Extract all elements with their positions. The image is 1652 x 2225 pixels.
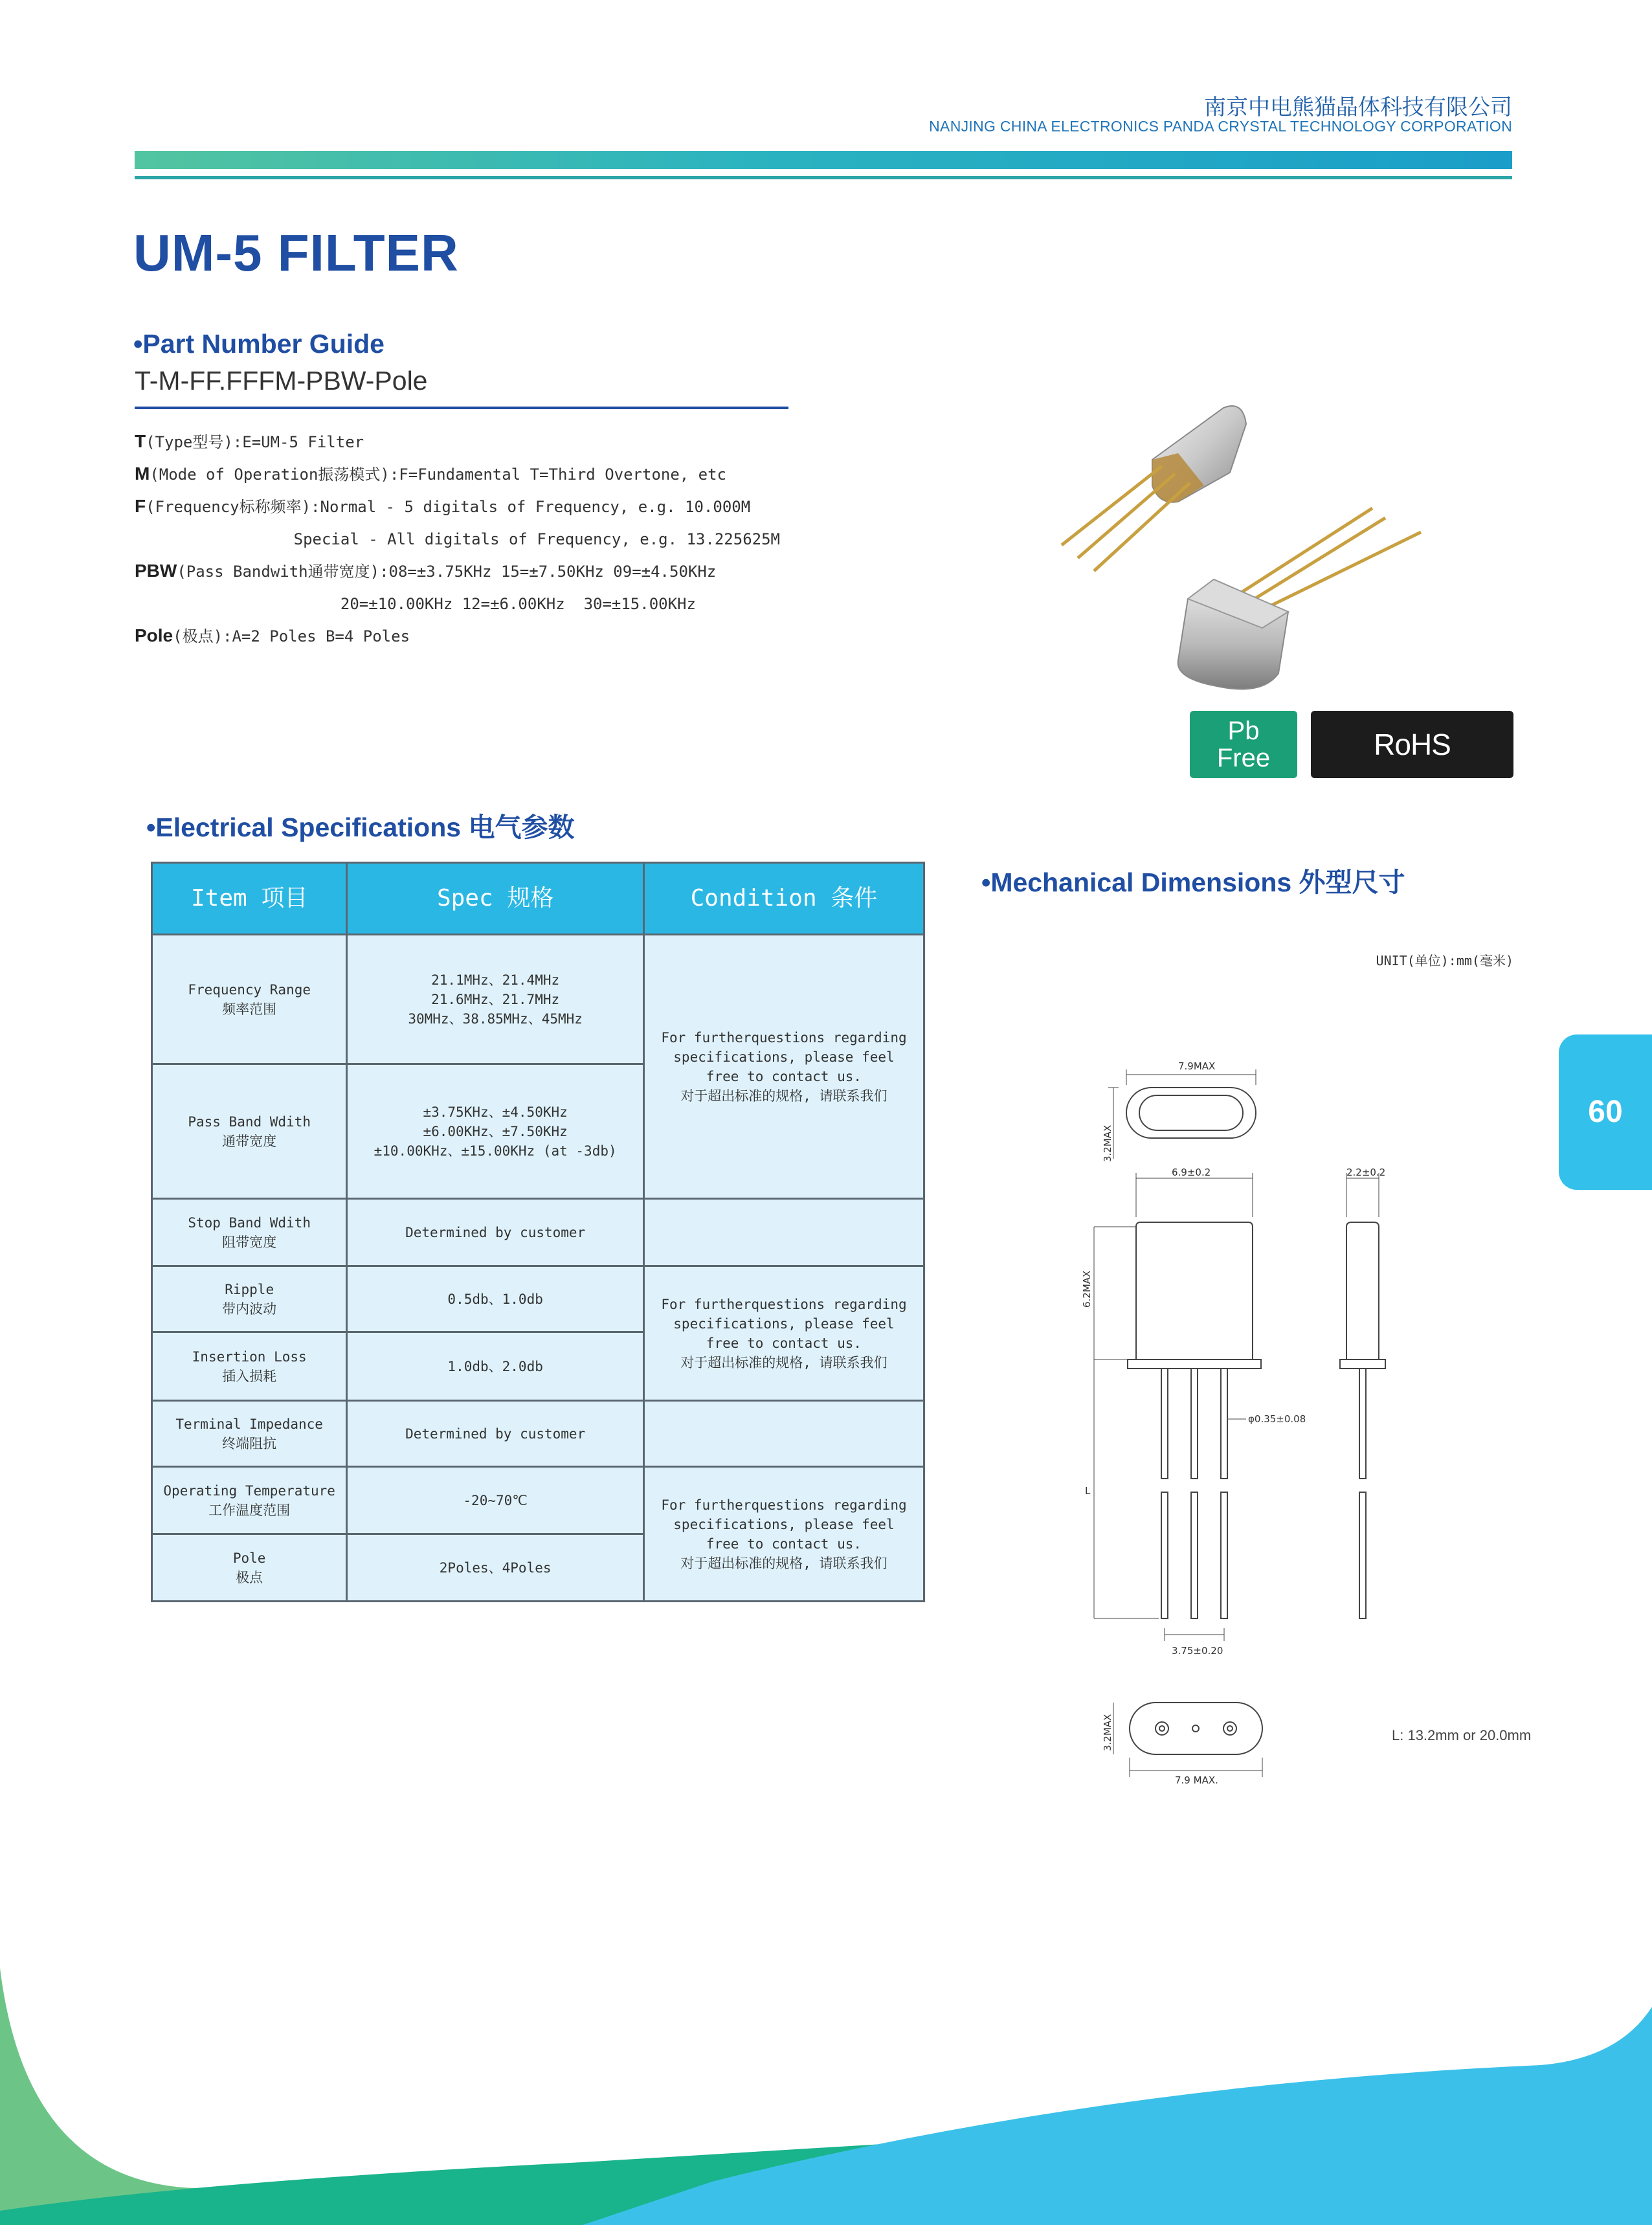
item-cn: 阻带宽度 (222, 1234, 277, 1250)
dim-bottom-height: 3.2MAX (1102, 1714, 1113, 1751)
item-en: Insertion Loss (192, 1348, 307, 1365)
dim-top-height: 3.2MAX (1102, 1124, 1113, 1162)
item-en: Stop Band Wdith (188, 1214, 311, 1231)
guide-key: F (135, 496, 146, 516)
condition-cell (643, 935, 924, 1199)
company-name-cn: 南京中电熊猫晶体科技有限公司 (1204, 95, 1512, 120)
dim-side-width: 2.2±0.2 (1346, 1167, 1386, 1178)
spec-cell (347, 1401, 644, 1467)
spec-cell (347, 1467, 644, 1534)
condition-line: specifications, please feel (673, 1315, 895, 1332)
spec-line: ±10.00KHz、±15.00KHz (at -3db) (374, 1143, 617, 1159)
spec-line: 30MHz、38.85MHz、45MHz (408, 1011, 583, 1027)
spec-cell (347, 1064, 644, 1199)
pb-free-line2: Free (1216, 744, 1271, 772)
guide-text: (Type型号):E=UM-5 Filter (146, 433, 364, 451)
spec-line: -20~70℃ (463, 1492, 528, 1508)
condition-line: 对于超出标准的规格, 请联系我们 (680, 1088, 887, 1104)
item-en: Operating Temperature (163, 1482, 335, 1499)
dim-pin-diameter: φ0.35±0.08 (1248, 1413, 1306, 1425)
spec-cell (347, 935, 644, 1064)
mechanical-dims-heading: •Mechanical Dimensions 外型尺寸 (981, 867, 1405, 897)
filter-component-top (1062, 406, 1246, 571)
part-number-guide-heading: •Part Number Guide (133, 329, 385, 359)
item-en: Pass Band Wdith (188, 1113, 311, 1130)
guide-row-type (135, 429, 780, 461)
table-row (152, 935, 924, 1064)
product-photo (1049, 388, 1437, 699)
item-cell (152, 1266, 347, 1332)
guide-text: (Mode of Operation振荡模式):F=Fundamental T=Third Overtone, etc (150, 465, 727, 484)
condition-cell (643, 1467, 924, 1602)
guide-key: Pole (135, 625, 173, 645)
guide-key: T (135, 431, 146, 451)
condition-line: For furtherquestions regarding (661, 1296, 907, 1312)
guide-text: (Pass Bandwith通带宽度):08=±3.75KHz 15=±7.50KHz 09=±4.50KHz (177, 563, 717, 581)
guide-row-pbw-cont (135, 590, 780, 623)
item-cn: 终端阻抗 (222, 1435, 277, 1451)
header-gradient-bar (135, 151, 1512, 169)
spec-line: ±3.75KHz、±4.50KHz (423, 1104, 568, 1120)
condition-cell-empty (643, 1401, 924, 1467)
spec-line: 21.1MHz、21.4MHz (431, 972, 560, 988)
spec-line: 21.6MHz、21.7MHz (431, 991, 560, 1007)
guide-key: M (135, 464, 150, 484)
page-number-tab: 60 (1559, 1034, 1652, 1190)
page-title: UM-5 FILTER (133, 224, 459, 282)
spec-line: ±6.00KHz、±7.50KHz (423, 1123, 568, 1139)
header-rule (135, 176, 1512, 179)
spec-line: 0.5db、1.0db (447, 1291, 543, 1307)
guide-row-mode (135, 461, 780, 493)
guide-row-pole (135, 623, 780, 655)
spec-line: Determined by customer (405, 1426, 586, 1442)
guide-text: (极点):A=2 Poles B=4 Poles (173, 627, 410, 645)
item-cn: 通带宽度 (222, 1133, 277, 1149)
header-spec: Spec 规格 (347, 863, 644, 935)
filter-component-bottom (1178, 508, 1421, 689)
part-number-rule (135, 407, 788, 409)
guide-text: Special - All digitals of Frequency, e.g. 13.225625M (135, 530, 780, 548)
item-cn: 工作温度范围 (208, 1502, 291, 1518)
condition-line: free to contact us. (706, 1335, 862, 1351)
condition-line: For furtherquestions regarding (661, 1029, 907, 1045)
electrical-specs-table (151, 862, 925, 1602)
header-condition: Condition 条件 (643, 863, 924, 935)
dim-pin-pitch: 3.75±0.20 (1172, 1645, 1223, 1657)
table-header-row (152, 863, 924, 935)
condition-line: specifications, please feel (673, 1516, 895, 1532)
table-row (152, 1266, 924, 1332)
guide-text: (Frequency标称频率):Normal - 5 digitals of Frequency, e.g. 10.000M (146, 498, 751, 516)
condition-line: specifications, please feel (673, 1049, 895, 1065)
item-cn: 插入损耗 (222, 1368, 277, 1384)
part-number-guide-list (135, 429, 780, 655)
table-row (152, 1401, 924, 1467)
item-en: Pole (232, 1550, 266, 1566)
length-note: L: 13.2mm or 20.0mm (1392, 1727, 1532, 1743)
condition-line: 对于超出标准的规格, 请联系我们 (680, 1555, 887, 1571)
item-cell (152, 1064, 347, 1199)
guide-row-frequency (135, 493, 780, 526)
spec-cell (347, 1332, 644, 1401)
company-name-en: NANJING CHINA ELECTRONICS PANDA CRYSTAL TECHNOLOGY CORPORATION (929, 118, 1512, 135)
item-en: Terminal Impedance (175, 1416, 323, 1432)
pb-free-badge (1190, 711, 1297, 778)
header-item: Item 项目 (152, 863, 347, 935)
part-number-code: T-M-FF.FFFM-PBW-Pole (135, 366, 428, 396)
spec-line: Determined by customer (405, 1224, 586, 1240)
item-cn: 极点 (236, 1569, 263, 1585)
electrical-specs-heading: •Electrical Specifications 电气参数 (146, 812, 575, 842)
dim-bottom-width: 7.9 MAX. (1175, 1774, 1218, 1786)
spec-line: 2Poles、4Poles (439, 1560, 552, 1576)
spec-line: 1.0db、2.0db (447, 1358, 543, 1374)
condition-line: For furtherquestions regarding (661, 1497, 907, 1513)
guide-text: 20=±10.00KHz 12=±6.00KHz 30=±15.00KHz (135, 595, 696, 613)
guide-row-pbw (135, 558, 780, 590)
condition-cell-empty (643, 1199, 924, 1266)
item-cell (152, 935, 347, 1064)
condition-line: free to contact us. (706, 1068, 862, 1084)
table-row (152, 1467, 924, 1534)
item-cell (152, 1534, 347, 1602)
guide-row-frequency-special (135, 526, 780, 558)
unit-label: UNIT(单位):mm(毫米) (1376, 953, 1513, 968)
item-cell (152, 1199, 347, 1266)
item-en: Ripple (225, 1281, 274, 1297)
condition-line: 对于超出标准的规格, 请联系我们 (680, 1354, 887, 1370)
item-cell (152, 1467, 347, 1534)
condition-line: free to contact us. (706, 1536, 862, 1552)
spec-cell (347, 1266, 644, 1332)
rohs-badge: RoHS Compliant (1311, 711, 1513, 778)
dim-top-width: 7.9MAX (1178, 1060, 1216, 1072)
item-cell (152, 1401, 347, 1467)
spec-cell (347, 1534, 644, 1602)
condition-cell (643, 1266, 924, 1401)
spec-cell (347, 1199, 644, 1266)
dim-length: L (1085, 1485, 1091, 1497)
guide-key: PBW (135, 561, 177, 581)
dim-body-width: 6.9±0.2 (1172, 1167, 1211, 1178)
mechanical-drawing (1075, 1049, 1437, 1813)
item-cn: 频率范围 (222, 1001, 277, 1017)
dim-body-height: 6.2MAX (1081, 1270, 1093, 1308)
pb-free-line1: Pb (1227, 717, 1260, 745)
item-cn: 带内波动 (222, 1301, 277, 1317)
footer-wave (0, 1968, 1652, 2225)
item-en: Frequency Range (188, 981, 311, 998)
item-cell (152, 1332, 347, 1401)
table-row (152, 1199, 924, 1266)
